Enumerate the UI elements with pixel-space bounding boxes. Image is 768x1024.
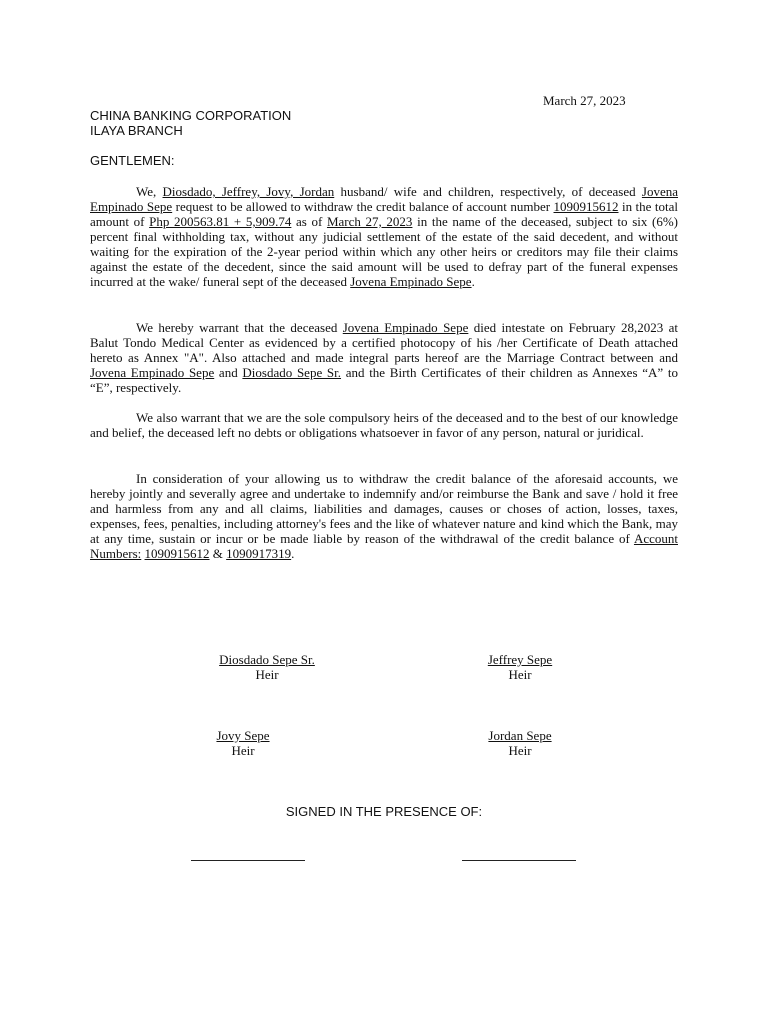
account-number: 1090915612 <box>144 546 210 561</box>
spouse-name: Diosdado Sepe Sr. <box>242 365 342 380</box>
text: as of <box>291 214 327 229</box>
addressee-block <box>90 108 291 138</box>
signatory-role: Heir <box>508 667 532 682</box>
letter-date: March 27, 2023 <box>543 93 626 108</box>
witness-heading: SIGNED IN THE PRESENCE OF: <box>285 804 483 819</box>
signatory-name: Diosdado Sepe Sr. <box>219 652 315 667</box>
text: & <box>209 546 227 561</box>
account-numbers-label: Account Numbers: <box>90 531 678 561</box>
bank-name: CHINA BANKING CORPORATION <box>90 108 292 123</box>
paragraph-request <box>90 184 678 289</box>
as-of-date: March 27, 2023 <box>326 214 413 229</box>
text: . <box>291 546 295 561</box>
branch-name: ILAYA BRANCH <box>90 123 183 138</box>
deceased-name: Jovena Empinado Sepe <box>90 184 679 214</box>
witness-signature-line <box>191 860 305 861</box>
spouse-name: Jovena Empinado Sepe <box>90 365 215 380</box>
paragraph-warrant <box>90 320 678 395</box>
text: in the name of the deceased, subject to six (6%) percent final withholding tax, without any judicial settlement of the estate of the said decedent, and without waiting for the expiration of the 2-year period within which any other heirs or creditors may file their claims against the estate of the decedent, since the said amount will be used to defray part of the funeral expenses incurred at the wake/ funeral sept of the deceased <box>90 214 678 289</box>
text: and the Birth Certificates of their children as Annexes “A” to “E”, respectively. <box>90 365 678 395</box>
heir-names: Diosdado, Jeffrey, Jovy, Jordan <box>162 184 335 199</box>
text: We hereby warrant that the deceased <box>136 320 343 335</box>
signature-block <box>143 728 343 758</box>
text: in the total amount of <box>90 199 678 229</box>
text: We, <box>136 184 163 199</box>
witness-signature-line <box>462 860 576 861</box>
signature-block <box>167 652 367 682</box>
text: died intestate on February 28,2023 at Balut Tondo Medical Center as evidenced by a certified photocopy of his /her Certificate of Death attached hereto as Annex "A". Also attached and made integral parts hereof are the Marriage Contract between and <box>90 320 679 365</box>
text: and <box>214 365 243 380</box>
deceased-name: Jovena Empinado Sepe <box>342 320 469 335</box>
paragraph-heirs: We also warrant that we are the sole compulsory heirs of the deceased and to the best of our knowledge and belief, the deceased left no debts or obligations whatsoever in favor of any person, natural or juridical. <box>90 410 678 440</box>
text: husband/ wife and children, respectively, of deceased <box>334 184 642 199</box>
signatory-role: Heir <box>508 743 532 758</box>
text: request to be allowed to withdraw the credit balance of account number <box>172 199 554 214</box>
signatory-name: Jovy Sepe <box>216 728 270 743</box>
signatory-name: Jordan Sepe <box>488 728 552 743</box>
paragraph-indemnity <box>90 471 678 561</box>
text: In consideration of your allowing us to withdraw the credit balance of the aforesaid accounts, we hereby jointly and severally agree and undertake to indemnify and/or reimburse the Bank and save / hold it free and harmless from any and all claims, liabilities and damages, causes or choses of action, losses, taxes, expenses, fees, penalties, including attorney's fees and the like of whatever nature and kind which the Bank, may at any time, sustain or incur or be made liable by reason of the withdrawal of the credit balance of <box>90 471 678 546</box>
signatory-role: Heir <box>231 743 255 758</box>
text: . <box>471 274 475 289</box>
signature-block <box>420 652 620 682</box>
signature-block <box>420 728 620 758</box>
amount: Php 200563.81 + 5,909.74 <box>149 214 292 229</box>
account-number: 1090915612 <box>553 199 619 214</box>
account-number: 1090917319 <box>226 546 292 561</box>
signatory-name: Jeffrey Sepe <box>487 652 553 667</box>
salutation: GENTLEMEN: <box>90 153 175 168</box>
deceased-name: Jovena Empinado Sepe <box>350 274 472 289</box>
signatory-role: Heir <box>255 667 279 682</box>
